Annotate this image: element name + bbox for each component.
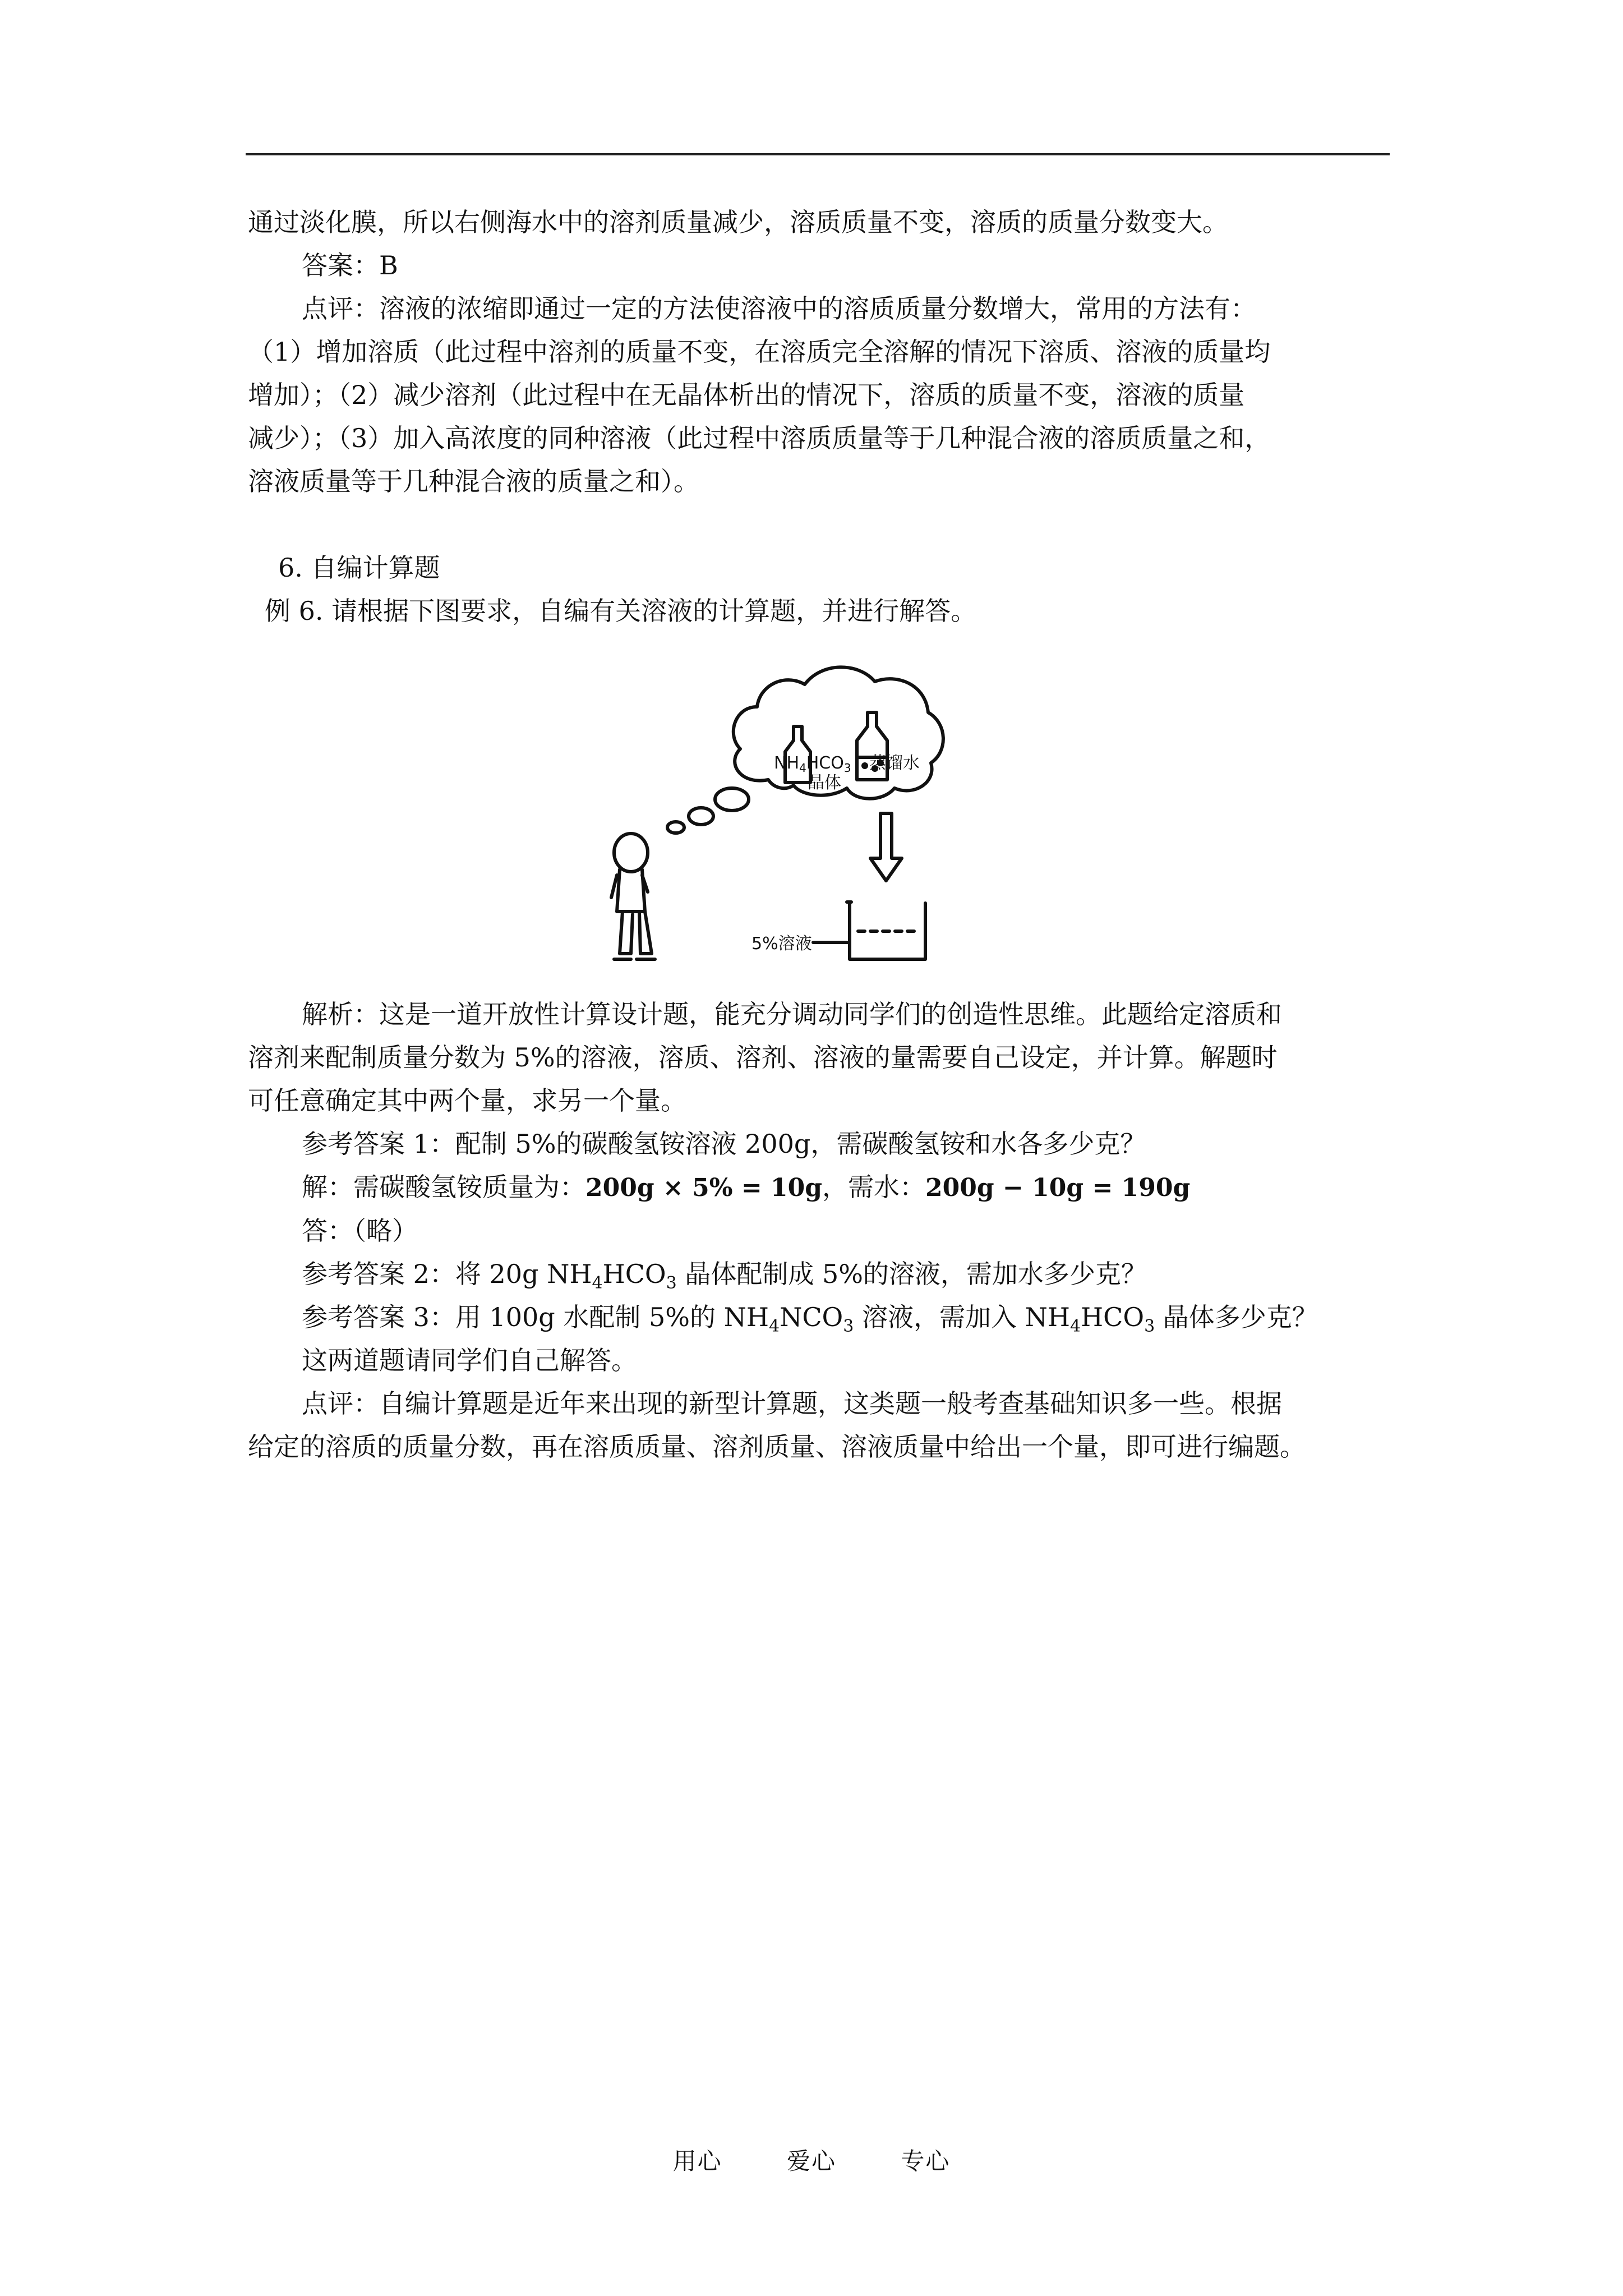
reference-answer-1: 参考答案 1：配制 5%的碳酸氢铵溶液 200g，需碳酸氢铵和水各多少克？ xyxy=(302,1129,1146,1159)
reference-answer-2: 参考答案 2：将 20g $NH_4HCO_3$ 晶体配制成 5%的溶液，需加水多少克？ xyxy=(302,1259,1147,1293)
thought-bubble xyxy=(715,788,749,811)
person-figure xyxy=(611,834,655,959)
solution-line: 解：需碳酸氢铵质量为：200g × 5% = 10g，需水：200g − 10g = 190g xyxy=(302,1172,1191,1202)
header-rule xyxy=(246,153,1390,155)
text-line: 增加）；（2）减少溶剂（此过程中在无晶体析出的情况下，溶质的质量不变，溶液的质量 xyxy=(248,380,1245,410)
comment-line: 点评：溶液的浓缩即通过一定的方法使溶液中的溶质质量分数增大，常用的方法有： xyxy=(302,293,1256,324)
equation: 200g × 5% = 10g xyxy=(585,1174,823,1202)
footer-word: 专心 xyxy=(901,2147,951,2175)
text-line: （1）增加溶质（此过程中溶剂的质量不变，在溶质完全溶解的情况下溶质、溶液的质量均 xyxy=(248,337,1271,367)
example-line: 例 6. 请根据下图要求，自编有关溶液的计算题，并进行解答。 xyxy=(265,596,977,626)
problem-illustration xyxy=(600,628,965,965)
beaker-label: 5%溶液 xyxy=(751,934,812,954)
text-line: 溶剂来配制质量分数为 5%的溶液，溶质、溶剂、溶液的量需要自己设定，并计算。解题时 xyxy=(248,1042,1278,1073)
page-footer xyxy=(0,2143,1623,2177)
paragraph-block-1 xyxy=(248,201,1414,633)
text-line: 减少）；（3）加入高浓度的同种溶液（此过程中溶质质量等于几种混合液的溶质质量之和， xyxy=(248,423,1271,453)
footer-word: 用心 xyxy=(672,2147,722,2175)
thought-bubble xyxy=(689,808,713,825)
text-line: 可任意确定其中两个量，求另一个量。 xyxy=(248,1085,686,1116)
text-line: 这两道题请同学们自己解答。 xyxy=(302,1345,637,1375)
reagent-label-water: 蒸馏水 xyxy=(869,753,920,773)
paragraph-block-2 xyxy=(248,993,1414,1469)
reference-answer-3: 参考答案 3：用 100g 水配制 5%的 $NH_4NCO_3$ 溶液，需加入 $NH_4HCO_3$ 晶体多少克？ xyxy=(302,1302,1318,1336)
text-line: 溶液质量等于几种混合液的质量之和）。 xyxy=(248,466,699,496)
thought-bubble xyxy=(667,822,684,833)
answer-line: 答案：B xyxy=(302,250,398,280)
equation: 200g − 10g = 190g xyxy=(925,1174,1191,1202)
comment-line: 点评：自编计算题是近年来出现的新型计算题，这类题一般考查基础知识多一些。根据 xyxy=(302,1388,1282,1419)
footer-word: 爱心 xyxy=(786,2147,836,2175)
reagent-label-crystal: 晶体 xyxy=(808,773,841,793)
down-arrow-icon xyxy=(870,813,902,881)
text-line: 给定的溶质的质量分数，再在溶质质量、溶剂质量、溶液质量中给出一个量，即可进行编题。 xyxy=(248,1432,1306,1462)
text-line: 通过淡化膜，所以右侧海水中的溶剂质量减少，溶质质量不变，溶质的质量分数变大。 xyxy=(248,207,1228,237)
answer-line: 答：（略） xyxy=(302,1216,418,1246)
analysis-line: 解析：这是一道开放性计算设计题，能充分调动同学们的创造性思维。此题给定溶质和 xyxy=(302,999,1282,1029)
section-title: 6. 自编计算题 xyxy=(278,553,440,583)
reagent-label-nh4hco3: $NH_4HCO_3$ xyxy=(774,753,851,775)
